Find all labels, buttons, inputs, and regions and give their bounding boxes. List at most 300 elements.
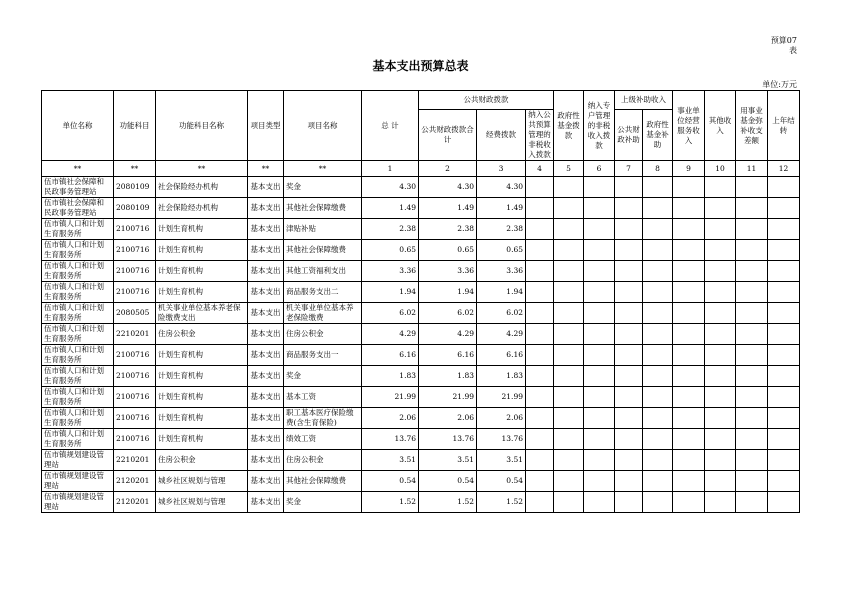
unit-name-cell: 伍市镇社会保障和民政事务管理站 xyxy=(42,177,114,198)
index-cell: 2 xyxy=(419,161,477,177)
empty-cell xyxy=(736,177,768,198)
total-cell: 21.99 xyxy=(362,387,419,408)
func-name-cell: 机关事业单位基本养老保险缴费支出 xyxy=(156,303,248,324)
index-cell: 5 xyxy=(554,161,584,177)
unit-name-cell: 伍市镇人口和计划生育服务所 xyxy=(42,387,114,408)
table-row xyxy=(42,177,800,198)
item-name-cell: 其他工资福利支出 xyxy=(284,261,362,282)
empty-cell xyxy=(584,408,615,429)
item-name-cell: 其他社会保障缴费 xyxy=(284,240,362,261)
item-type-cell: 基本支出 xyxy=(248,177,284,198)
empty-cell xyxy=(643,324,673,345)
empty-cell xyxy=(526,345,554,366)
empty-cell xyxy=(768,450,800,471)
empty-cell xyxy=(615,177,643,198)
func-code-cell: 2120201 xyxy=(114,471,156,492)
col-item-name: 项目名称 xyxy=(284,91,362,161)
budget-table xyxy=(41,90,800,513)
empty-cell xyxy=(768,387,800,408)
col-gov-fund: 政府性基金拨款 xyxy=(554,91,584,161)
empty-cell xyxy=(705,345,736,366)
operating-funds-cell: 2.06 xyxy=(477,408,526,429)
func-name-cell: 计划生育机构 xyxy=(156,345,248,366)
unit-label: 单位:万元 xyxy=(762,80,797,89)
index-row xyxy=(42,161,800,177)
col-carryover: 上年结转 xyxy=(768,91,800,161)
empty-cell xyxy=(705,177,736,198)
empty-cell xyxy=(584,345,615,366)
index-cell: ** xyxy=(42,161,114,177)
item-type-cell: 基本支出 xyxy=(248,345,284,366)
empty-cell xyxy=(615,345,643,366)
unit-name-cell: 伍市镇规划建设管理站 xyxy=(42,471,114,492)
empty-cell xyxy=(526,177,554,198)
public-finance-total-cell: 21.99 xyxy=(419,387,477,408)
col-operating-funds: 经费拨款 xyxy=(477,110,526,161)
total-cell: 6.02 xyxy=(362,303,419,324)
func-name-cell: 社会保险经办机构 xyxy=(156,198,248,219)
empty-cell xyxy=(584,450,615,471)
func-code-cell: 2210201 xyxy=(114,450,156,471)
func-name-cell: 计划生育机构 xyxy=(156,282,248,303)
item-type-cell: 基本支出 xyxy=(248,492,284,513)
empty-cell xyxy=(643,450,673,471)
public-finance-total-cell: 4.30 xyxy=(419,177,477,198)
item-type-cell: 基本支出 xyxy=(248,408,284,429)
empty-cell xyxy=(554,492,584,513)
operating-funds-cell: 2.38 xyxy=(477,219,526,240)
public-finance-total-cell: 0.65 xyxy=(419,240,477,261)
empty-cell xyxy=(615,240,643,261)
item-name-cell: 其他社会保障缴费 xyxy=(284,198,362,219)
table-number xyxy=(771,36,797,56)
empty-cell xyxy=(673,219,705,240)
total-cell: 3.51 xyxy=(362,450,419,471)
empty-cell xyxy=(705,387,736,408)
table-row xyxy=(42,387,800,408)
total-cell: 2.38 xyxy=(362,219,419,240)
col-func-code: 功能科目 xyxy=(114,91,156,161)
empty-cell xyxy=(526,429,554,450)
unit-name-cell: 伍市镇社会保障和民政事务管理站 xyxy=(42,198,114,219)
empty-cell xyxy=(736,366,768,387)
func-code-cell: 2100716 xyxy=(114,408,156,429)
item-name-cell: 基本工资 xyxy=(284,387,362,408)
index-cell: 8 xyxy=(643,161,673,177)
public-finance-total-cell: 3.51 xyxy=(419,450,477,471)
index-cell: 6 xyxy=(584,161,615,177)
func-code-cell: 2100716 xyxy=(114,240,156,261)
unit-name-cell: 伍市镇人口和计划生育服务所 xyxy=(42,408,114,429)
empty-cell xyxy=(643,408,673,429)
total-cell: 4.29 xyxy=(362,324,419,345)
empty-cell xyxy=(643,429,673,450)
item-type-cell: 基本支出 xyxy=(248,429,284,450)
empty-cell xyxy=(554,261,584,282)
total-cell: 1.52 xyxy=(362,492,419,513)
empty-cell xyxy=(554,387,584,408)
public-finance-total-cell: 3.36 xyxy=(419,261,477,282)
func-code-cell: 2100716 xyxy=(114,219,156,240)
empty-cell xyxy=(736,240,768,261)
item-name-cell: 住房公积金 xyxy=(284,324,362,345)
func-name-cell: 社会保险经办机构 xyxy=(156,177,248,198)
unit-name-cell: 伍市镇人口和计划生育服务所 xyxy=(42,219,114,240)
empty-cell xyxy=(643,471,673,492)
empty-cell xyxy=(615,303,643,324)
col-public-subsidy: 公共财政补助 xyxy=(615,110,643,161)
empty-cell xyxy=(526,198,554,219)
total-cell: 0.65 xyxy=(362,240,419,261)
func-code-cell: 2100716 xyxy=(114,429,156,450)
index-cell: 3 xyxy=(477,161,526,177)
table-header xyxy=(42,91,800,177)
empty-cell xyxy=(584,471,615,492)
unit-name-cell: 伍市镇人口和计划生育服务所 xyxy=(42,240,114,261)
unit-name-cell: 伍市镇人口和计划生育服务所 xyxy=(42,282,114,303)
empty-cell xyxy=(673,240,705,261)
index-cell: 7 xyxy=(615,161,643,177)
empty-cell xyxy=(705,450,736,471)
table-row xyxy=(42,261,800,282)
empty-cell xyxy=(736,429,768,450)
total-cell: 1.94 xyxy=(362,282,419,303)
table-row xyxy=(42,240,800,261)
empty-cell xyxy=(615,492,643,513)
func-code-cell: 2100716 xyxy=(114,366,156,387)
func-code-cell: 2100716 xyxy=(114,282,156,303)
empty-cell xyxy=(554,198,584,219)
empty-cell xyxy=(643,261,673,282)
index-cell: ** xyxy=(284,161,362,177)
empty-cell xyxy=(615,450,643,471)
empty-cell xyxy=(643,219,673,240)
index-cell: 10 xyxy=(705,161,736,177)
index-cell: 11 xyxy=(736,161,768,177)
empty-cell xyxy=(736,492,768,513)
col-fund-gap: 用事业基金弥补收支差额 xyxy=(736,91,768,161)
empty-cell xyxy=(705,240,736,261)
empty-cell xyxy=(554,177,584,198)
table-row xyxy=(42,408,800,429)
empty-cell xyxy=(584,219,615,240)
table-row xyxy=(42,345,800,366)
col-public-finance-total: 公共财政拨款合计 xyxy=(419,110,477,161)
empty-cell xyxy=(736,450,768,471)
item-type-cell: 基本支出 xyxy=(248,198,284,219)
table-row xyxy=(42,366,800,387)
total-cell: 13.76 xyxy=(362,429,419,450)
public-finance-total-cell: 2.38 xyxy=(419,219,477,240)
empty-cell xyxy=(768,219,800,240)
item-name-cell: 绩效工资 xyxy=(284,429,362,450)
col-public-finance: 公共财政拨款 xyxy=(419,91,554,110)
table-row xyxy=(42,303,800,324)
func-code-cell: 2080505 xyxy=(114,303,156,324)
public-finance-total-cell: 4.29 xyxy=(419,324,477,345)
empty-cell xyxy=(705,282,736,303)
item-name-cell: 奖金 xyxy=(284,177,362,198)
empty-cell xyxy=(768,303,800,324)
empty-cell xyxy=(673,450,705,471)
empty-cell xyxy=(554,219,584,240)
empty-cell xyxy=(768,345,800,366)
empty-cell xyxy=(673,282,705,303)
public-finance-total-cell: 0.54 xyxy=(419,471,477,492)
item-type-cell: 基本支出 xyxy=(248,261,284,282)
empty-cell xyxy=(673,261,705,282)
empty-cell xyxy=(705,261,736,282)
item-name-cell: 津贴补贴 xyxy=(284,219,362,240)
empty-cell xyxy=(584,429,615,450)
empty-cell xyxy=(673,303,705,324)
func-name-cell: 计划生育机构 xyxy=(156,366,248,387)
operating-funds-cell: 13.76 xyxy=(477,429,526,450)
empty-cell xyxy=(673,198,705,219)
empty-cell xyxy=(643,387,673,408)
item-type-cell: 基本支出 xyxy=(248,387,284,408)
empty-cell xyxy=(584,261,615,282)
operating-funds-cell: 3.36 xyxy=(477,261,526,282)
empty-cell xyxy=(673,492,705,513)
func-name-cell: 计划生育机构 xyxy=(156,240,248,261)
item-type-cell: 基本支出 xyxy=(248,219,284,240)
table-row xyxy=(42,471,800,492)
public-finance-total-cell: 6.02 xyxy=(419,303,477,324)
empty-cell xyxy=(768,324,800,345)
empty-cell xyxy=(615,282,643,303)
operating-funds-cell: 4.30 xyxy=(477,177,526,198)
empty-cell xyxy=(643,345,673,366)
table-row xyxy=(42,219,800,240)
empty-cell xyxy=(768,282,800,303)
empty-cell xyxy=(736,324,768,345)
item-name-cell: 奖金 xyxy=(284,492,362,513)
col-superior-subsidy: 上级补助收入 xyxy=(615,91,673,110)
empty-cell xyxy=(673,387,705,408)
unit-name-cell: 伍市镇规划建设管理站 xyxy=(42,492,114,513)
unit-name-cell: 伍市镇人口和计划生育服务所 xyxy=(42,261,114,282)
col-item-type: 项目类型 xyxy=(248,91,284,161)
operating-funds-cell: 6.16 xyxy=(477,345,526,366)
empty-cell xyxy=(526,471,554,492)
func-code-cell: 2100716 xyxy=(114,261,156,282)
operating-funds-cell: 0.54 xyxy=(477,471,526,492)
empty-cell xyxy=(705,303,736,324)
func-code-cell: 2080109 xyxy=(114,198,156,219)
index-cell: 1 xyxy=(362,161,419,177)
operating-funds-cell: 3.51 xyxy=(477,450,526,471)
col-other-income: 其他收入 xyxy=(705,91,736,161)
item-name-cell: 机关事业单位基本养老保险缴费 xyxy=(284,303,362,324)
func-code-cell: 2100716 xyxy=(114,345,156,366)
func-name-cell: 城乡社区规划与管理 xyxy=(156,492,248,513)
empty-cell xyxy=(768,198,800,219)
index-cell: ** xyxy=(156,161,248,177)
empty-cell xyxy=(526,450,554,471)
empty-cell xyxy=(673,366,705,387)
empty-cell xyxy=(615,387,643,408)
index-cell: 12 xyxy=(768,161,800,177)
operating-funds-cell: 1.52 xyxy=(477,492,526,513)
empty-cell xyxy=(554,303,584,324)
empty-cell xyxy=(615,219,643,240)
empty-cell xyxy=(554,408,584,429)
empty-cell xyxy=(584,366,615,387)
col-fiscal-special: 纳入专户管理的非税收入拨款 xyxy=(584,91,615,161)
index-cell: 4 xyxy=(526,161,554,177)
empty-cell xyxy=(526,303,554,324)
empty-cell xyxy=(526,387,554,408)
empty-cell xyxy=(584,492,615,513)
empty-cell xyxy=(643,492,673,513)
total-cell: 0.54 xyxy=(362,471,419,492)
empty-cell xyxy=(673,408,705,429)
empty-cell xyxy=(768,492,800,513)
table-row xyxy=(42,282,800,303)
item-name-cell: 其他社会保障缴费 xyxy=(284,471,362,492)
empty-cell xyxy=(736,219,768,240)
func-code-cell: 2210201 xyxy=(114,324,156,345)
item-type-cell: 基本支出 xyxy=(248,282,284,303)
empty-cell xyxy=(584,240,615,261)
empty-cell xyxy=(768,471,800,492)
func-name-cell: 计划生育机构 xyxy=(156,408,248,429)
empty-cell xyxy=(705,492,736,513)
empty-cell xyxy=(705,366,736,387)
total-cell: 4.30 xyxy=(362,177,419,198)
unit-name-cell: 伍市镇规划建设管理站 xyxy=(42,450,114,471)
unit-name-cell: 伍市镇人口和计划生育服务所 xyxy=(42,429,114,450)
empty-cell xyxy=(584,387,615,408)
empty-cell xyxy=(554,345,584,366)
unit-name-cell: 伍市镇人口和计划生育服务所 xyxy=(42,324,114,345)
func-code-cell: 2080109 xyxy=(114,177,156,198)
operating-funds-cell: 1.83 xyxy=(477,366,526,387)
public-finance-total-cell: 1.94 xyxy=(419,282,477,303)
empty-cell xyxy=(768,408,800,429)
col-unit-name: 单位名称 xyxy=(42,91,114,161)
table-row xyxy=(42,450,800,471)
empty-cell xyxy=(736,303,768,324)
table-row xyxy=(42,492,800,513)
empty-cell xyxy=(554,429,584,450)
total-cell: 2.06 xyxy=(362,408,419,429)
total-cell: 3.36 xyxy=(362,261,419,282)
func-code-cell: 2100716 xyxy=(114,387,156,408)
public-finance-total-cell: 13.76 xyxy=(419,429,477,450)
empty-cell xyxy=(736,261,768,282)
total-cell: 6.16 xyxy=(362,345,419,366)
empty-cell xyxy=(526,219,554,240)
unit-name-cell: 伍市镇人口和计划生育服务所 xyxy=(42,303,114,324)
operating-funds-cell: 0.65 xyxy=(477,240,526,261)
public-finance-total-cell: 1.83 xyxy=(419,366,477,387)
operating-funds-cell: 21.99 xyxy=(477,387,526,408)
empty-cell xyxy=(736,387,768,408)
operating-funds-cell: 6.02 xyxy=(477,303,526,324)
empty-cell xyxy=(705,324,736,345)
empty-cell xyxy=(584,282,615,303)
empty-cell xyxy=(526,492,554,513)
empty-cell xyxy=(526,282,554,303)
empty-cell xyxy=(615,429,643,450)
public-finance-total-cell: 2.06 xyxy=(419,408,477,429)
operating-funds-cell: 4.29 xyxy=(477,324,526,345)
empty-cell xyxy=(554,450,584,471)
empty-cell xyxy=(736,408,768,429)
func-name-cell: 住房公积金 xyxy=(156,450,248,471)
table-row xyxy=(42,429,800,450)
table-body xyxy=(42,177,800,513)
func-name-cell: 计划生育机构 xyxy=(156,387,248,408)
func-name-cell: 计划生育机构 xyxy=(156,429,248,450)
empty-cell xyxy=(736,198,768,219)
empty-cell xyxy=(768,429,800,450)
empty-cell xyxy=(615,366,643,387)
item-name-cell: 职工基本医疗保险缴费(含生育保险) xyxy=(284,408,362,429)
table-row xyxy=(42,198,800,219)
item-type-cell: 基本支出 xyxy=(248,303,284,324)
item-type-cell: 基本支出 xyxy=(248,366,284,387)
empty-cell xyxy=(643,303,673,324)
empty-cell xyxy=(554,240,584,261)
item-name-cell: 奖金 xyxy=(284,366,362,387)
empty-cell xyxy=(673,177,705,198)
unit-name-cell: 伍市镇人口和计划生育服务所 xyxy=(42,345,114,366)
index-cell: ** xyxy=(248,161,284,177)
empty-cell xyxy=(526,240,554,261)
func-name-cell: 计划生育机构 xyxy=(156,261,248,282)
item-type-cell: 基本支出 xyxy=(248,324,284,345)
func-code-cell: 2120201 xyxy=(114,492,156,513)
empty-cell xyxy=(554,282,584,303)
public-finance-total-cell: 1.49 xyxy=(419,198,477,219)
empty-cell xyxy=(615,408,643,429)
empty-cell xyxy=(584,177,615,198)
empty-cell xyxy=(615,261,643,282)
empty-cell xyxy=(705,408,736,429)
empty-cell xyxy=(768,366,800,387)
empty-cell xyxy=(526,366,554,387)
item-name-cell: 商品服务支出一 xyxy=(284,345,362,366)
empty-cell xyxy=(768,240,800,261)
empty-cell xyxy=(705,429,736,450)
empty-cell xyxy=(673,345,705,366)
empty-cell xyxy=(673,429,705,450)
empty-cell xyxy=(584,198,615,219)
empty-cell xyxy=(615,324,643,345)
empty-cell xyxy=(736,282,768,303)
item-type-cell: 基本支出 xyxy=(248,450,284,471)
unit-name-cell: 伍市镇人口和计划生育服务所 xyxy=(42,366,114,387)
empty-cell xyxy=(736,345,768,366)
empty-cell xyxy=(584,324,615,345)
item-type-cell: 基本支出 xyxy=(248,240,284,261)
col-gov-fund-subsidy: 政府性基金补助 xyxy=(643,110,673,161)
col-non-tax: 纳入公共预算管理的非税收入拨款 xyxy=(526,110,554,161)
table-number-line1: 预算07 xyxy=(770,36,797,45)
col-business-income: 事业单位经营服务收入 xyxy=(673,91,705,161)
operating-funds-cell: 1.49 xyxy=(477,198,526,219)
func-name-cell: 住房公积金 xyxy=(156,324,248,345)
table-number-line2: 表 xyxy=(789,46,797,55)
table-row xyxy=(42,324,800,345)
index-cell: ** xyxy=(114,161,156,177)
empty-cell xyxy=(705,471,736,492)
empty-cell xyxy=(768,261,800,282)
empty-cell xyxy=(673,471,705,492)
